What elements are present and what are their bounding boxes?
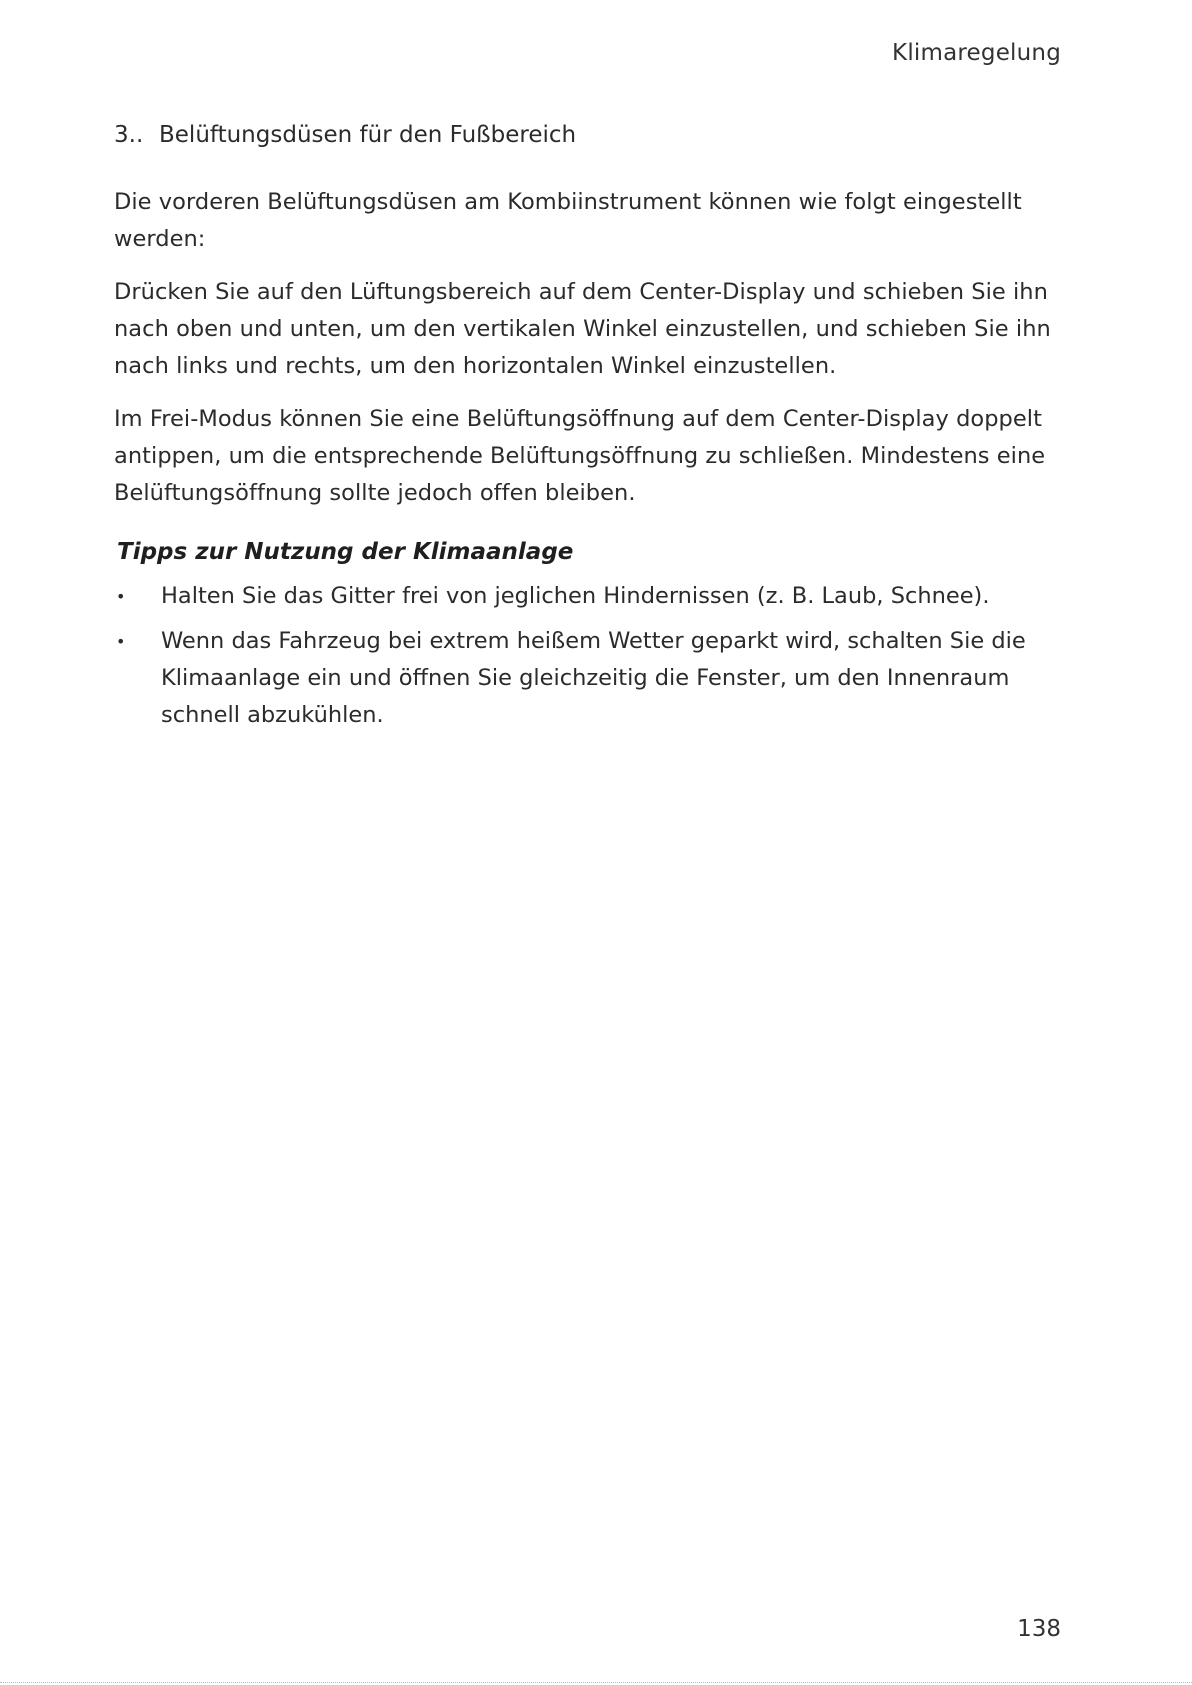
numbered-list-item: [114, 116, 1074, 154]
paragraph-adjust: Drücken Sie auf den Lüftungsbereich auf dem Center-Display und schieben Sie ihn nach oben und unten, um den vertikalen Winkel einzustellen, und schieben Sie ihn nach links und rechts, um den horizontalen Winkel einzustellen.: [114, 279, 1051, 379]
tips-list: [114, 578, 1074, 734]
list-item: [114, 578, 1074, 615]
bullet-icon: •: [116, 587, 126, 606]
paragraph-intro: Die vorderen Belüftungsdüsen am Kombiinstrument können wie folgt eingestellt werden:: [114, 189, 1022, 252]
page-bottom-divider: [0, 1682, 1192, 1683]
paragraph-free-mode: Im Frei-Modus können Sie eine Belüftungsöffnung auf dem Center-Display doppelt antippen, um die entsprechende Belüftungsöffnung zu schließen. Mindestens eine Belüftungsöffnung sollte jedoch offen bleiben.: [114, 406, 1046, 506]
page-number: 138: [1017, 1616, 1061, 1642]
item-number: 3..: [114, 122, 144, 148]
list-item-text: Halten Sie das Gitter frei von jeglichen Hindernissen (z. B. Laub, Schnee).: [161, 583, 990, 609]
list-item: [114, 623, 1074, 734]
item-text: Belüftungsdüsen für den Fußbereich: [159, 122, 577, 148]
page-content: [114, 116, 1074, 742]
running-header: Klimaregelung: [892, 40, 1061, 66]
section-heading: Tipps zur Nutzung der Klimaanlage: [117, 539, 574, 565]
list-item-text: Wenn das Fahrzeug bei extrem heißem Wetter geparkt wird, schalten Sie die Klimaanlage ein und öffnen Sie gleichzeitig die Fenster, um den Innenraum schnell abzukühlen.: [161, 628, 1026, 728]
bullet-icon: •: [116, 632, 126, 651]
